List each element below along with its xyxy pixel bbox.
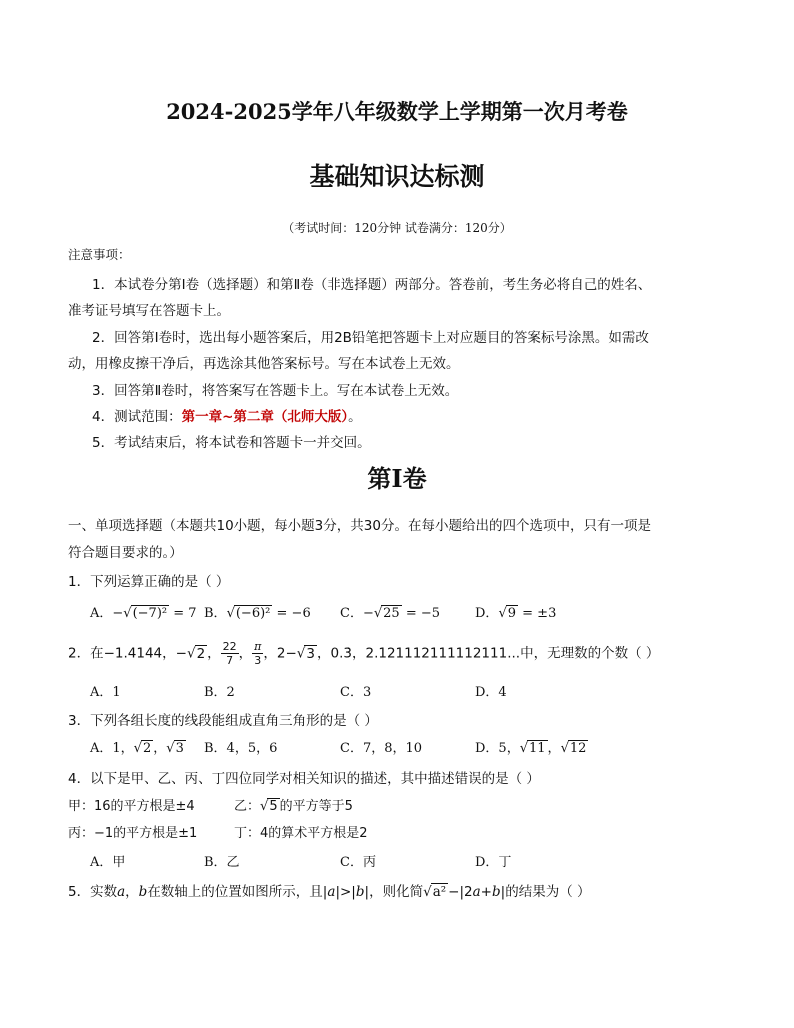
q2-frac-num: 22 bbox=[222, 640, 237, 653]
q1-a-label: A． bbox=[90, 606, 113, 621]
q5-stem bbox=[68, 880, 590, 900]
q5-var-a-3: a bbox=[472, 884, 481, 900]
q2-root-2: 3 bbox=[306, 645, 315, 662]
section-heading-line-2: 符合题目要求的。） bbox=[68, 545, 183, 561]
q2-pi-fraction bbox=[252, 640, 263, 667]
q2-sep-2: ， bbox=[238, 645, 253, 662]
q4-statement-bing: 丙：−1的平方根是±1 bbox=[68, 826, 198, 841]
q3-d-root-2: 12 bbox=[569, 741, 587, 756]
q2-prefix: 2．在−1.4144，− bbox=[68, 645, 187, 662]
note-5: 5．考试结束后，将本试卷和答题卡一并交回。 bbox=[92, 435, 371, 451]
q2-sep-4: ， bbox=[317, 645, 331, 662]
note-3: 3．回答第Ⅱ卷时，将答案写在答题卡上。写在本试卷上无效。 bbox=[92, 383, 459, 399]
q2-option-a: A．1 bbox=[90, 685, 121, 700]
sqrt-icon: √ bbox=[133, 741, 142, 756]
sqrt-icon: √ bbox=[166, 741, 175, 756]
q4-option-b: B．乙 bbox=[204, 855, 240, 870]
q3-d-sep: ， bbox=[547, 741, 561, 756]
q5-var-a-2: a bbox=[327, 884, 336, 900]
q3-a-root-2: 3 bbox=[175, 741, 184, 756]
q5-mid-4: |，则化简 bbox=[364, 884, 424, 900]
q4-yi-suffix: 的平方等于5 bbox=[279, 799, 353, 814]
q2-fraction bbox=[221, 640, 239, 667]
q4-stem: 4．以下是甲、乙、丙、丁四位同学对相关知识的描述，其中描述错误的是（ ） bbox=[68, 771, 540, 787]
q3-option-a bbox=[90, 737, 186, 756]
q4-statement-yi bbox=[234, 795, 353, 814]
q3-option-b: B．4，5，6 bbox=[204, 741, 278, 756]
note-2-line-2: 动，用橡皮擦干净后，再选涂其他答案标号。写在本试卷上无效。 bbox=[68, 356, 460, 372]
q2-stem bbox=[68, 640, 659, 667]
note-2-line-1: 2．回答第Ⅰ卷时，选出每小题答案后，用2B铅笔把答题卡上对应题目的答案标号涂黑。如需改 bbox=[92, 330, 649, 346]
q2-pi-num: π bbox=[254, 640, 262, 653]
q2-suffix: ，2.121112111112111...中，无理数的个数（ ） bbox=[351, 645, 660, 662]
q2-option-c: C．3 bbox=[340, 685, 372, 700]
q2-repeating: 0.3̇ bbox=[330, 645, 352, 662]
q4-option-d: D．丁 bbox=[475, 855, 512, 870]
q2-root-1: 2 bbox=[196, 645, 206, 662]
q1-d-radicand: 9 bbox=[507, 606, 517, 621]
q3-d-prefix: D．5， bbox=[475, 741, 520, 756]
q1-b-rhs: = −6 bbox=[276, 606, 311, 621]
q5-prefix: 5．实数 bbox=[68, 884, 118, 900]
notes-heading: 注意事项： bbox=[68, 247, 131, 262]
q3-option-d bbox=[475, 737, 588, 756]
q3-a-sep: ， bbox=[153, 741, 167, 756]
q5-var-b-2: b bbox=[355, 884, 365, 900]
sqrt-icon: √ bbox=[123, 606, 132, 621]
q1-a-radicand: (−7)² bbox=[132, 606, 168, 621]
q5-mid-2: 在数轴上的位置如图所示，且| bbox=[147, 884, 328, 900]
q4-option-c: C．丙 bbox=[340, 855, 376, 870]
sqrt-icon: √ bbox=[560, 741, 569, 756]
exam-subtitle: 基础知识达标测 bbox=[309, 162, 485, 191]
q4-statement-jia: 甲：16的平方根是±4 bbox=[68, 799, 195, 814]
exam-info: （考试时间：120分钟 试卷满分：120分） bbox=[282, 221, 512, 235]
q4-statement-ding: 丁：4的算术平方根是2 bbox=[234, 826, 368, 841]
sqrt-icon: √ bbox=[260, 799, 269, 814]
q2-option-b: B．2 bbox=[204, 685, 235, 700]
q4-option-a: A．甲 bbox=[90, 855, 126, 870]
note-1-line-1: 1．本试卷分第Ⅰ卷（选择题）和第Ⅱ卷（非选择题）两部分。答卷前，考生务必将自己的姓名、 bbox=[92, 277, 652, 293]
exam-title: 2024-2025学年八年级数学上学期第一次月考卷 bbox=[166, 99, 628, 124]
sqrt-icon: √ bbox=[423, 884, 432, 900]
q5-suffix: |的结果为（ ） bbox=[500, 884, 591, 900]
q3-d-root-1: 11 bbox=[529, 741, 546, 756]
note-4 bbox=[92, 405, 362, 425]
q2-option-d: D．4 bbox=[475, 685, 507, 700]
q1-a-neg: − bbox=[112, 606, 124, 621]
q1-option-d bbox=[475, 602, 556, 621]
q1-b-radicand: (−6)² bbox=[235, 606, 271, 621]
q1-stem: 1．下列运算正确的是（ ） bbox=[68, 574, 230, 590]
q3-a-prefix: A．1， bbox=[90, 741, 134, 756]
test-range: 第一章~第二章（北师大版） bbox=[181, 409, 349, 425]
section-heading-line-1: 一、单项选择题（本题共10小题，每小题3分，共30分。在每小题给出的四个选项中，只有一项是 bbox=[68, 518, 651, 534]
q5-var-b-3: b bbox=[491, 884, 501, 900]
q5-mid-5: −|2 bbox=[448, 884, 473, 900]
note-4-prefix: 4．测试范围： bbox=[92, 409, 182, 425]
sqrt-icon: √ bbox=[373, 606, 383, 621]
q2-sep-1: ， bbox=[207, 645, 221, 662]
sqrt-icon: √ bbox=[519, 741, 528, 756]
q5-var-b: b bbox=[138, 884, 148, 900]
q5-radicand: a² bbox=[432, 884, 447, 900]
q1-c-rhs: = −5 bbox=[405, 606, 441, 621]
q5-mid-1: ， bbox=[125, 884, 139, 900]
q1-option-c bbox=[340, 602, 440, 621]
q1-c-radicand: 25 bbox=[383, 606, 400, 621]
sqrt-icon: √ bbox=[296, 645, 306, 662]
q3-option-c: C．7，8，10 bbox=[340, 741, 423, 756]
note-1-line-2: 准考证号填写在答题卡上。 bbox=[68, 303, 230, 319]
note-4-suffix: 。 bbox=[348, 409, 362, 425]
q2-pi-den: 3 bbox=[254, 654, 262, 667]
q3-stem: 3．下列各组长度的线段能组成直角三角形的是（ ） bbox=[68, 713, 378, 729]
q5-mid-3: |>| bbox=[335, 884, 356, 900]
q5-plus: + bbox=[480, 884, 492, 900]
q5-var-a: a bbox=[117, 884, 126, 900]
q1-b-label: B． bbox=[204, 606, 227, 621]
q1-a-rhs: = 7 bbox=[173, 606, 197, 621]
q1-c-neg: − bbox=[362, 606, 374, 621]
q1-d-label: D． bbox=[475, 606, 499, 621]
q1-option-b bbox=[204, 602, 311, 621]
sqrt-icon: √ bbox=[226, 606, 235, 621]
q1-c-label: C． bbox=[340, 606, 363, 621]
sqrt-icon: √ bbox=[186, 645, 196, 662]
q3-a-root-1: 2 bbox=[142, 741, 152, 756]
sqrt-icon: √ bbox=[498, 606, 507, 621]
q1-d-rhs: = ±3 bbox=[522, 606, 557, 621]
q4-yi-prefix: 乙： bbox=[234, 799, 261, 814]
q2-sep-3: ，2− bbox=[263, 645, 297, 662]
volume-title: 第Ⅰ卷 bbox=[367, 464, 427, 493]
q2-frac-den: 7 bbox=[226, 654, 234, 667]
q1-option-a bbox=[90, 602, 197, 621]
q4-yi-radicand: 5 bbox=[269, 799, 278, 814]
